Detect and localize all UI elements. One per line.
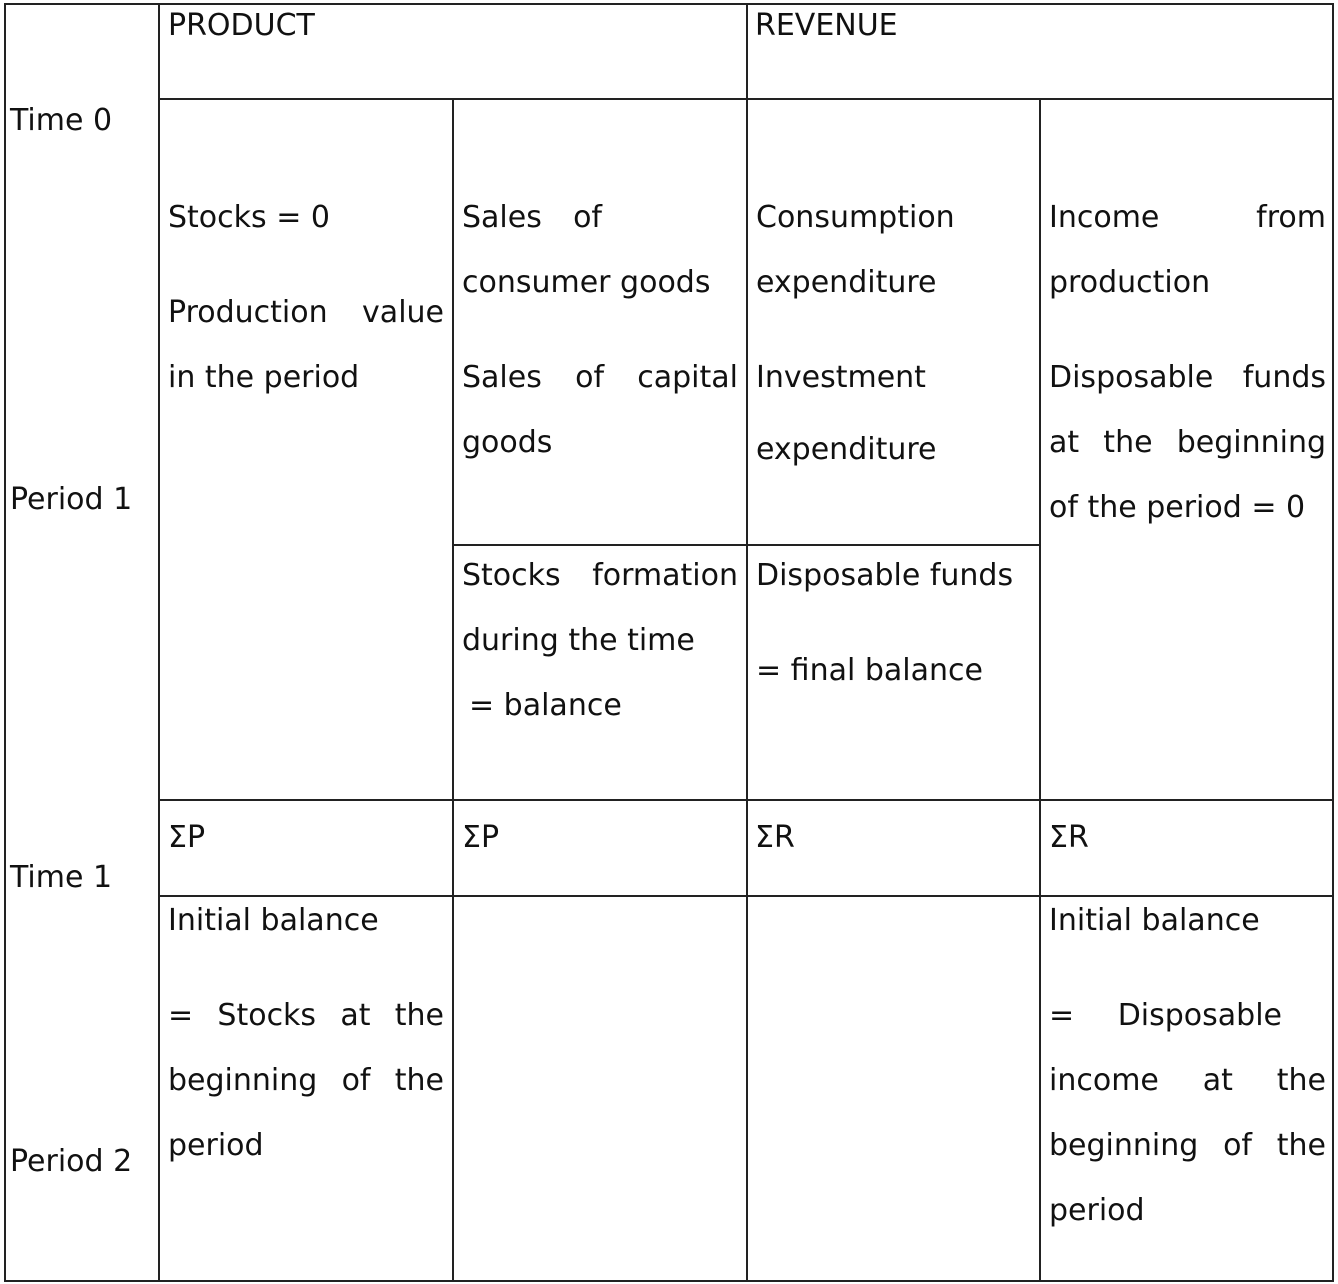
cell-line: Investment — [756, 360, 926, 395]
cell-line: Stocks formation — [462, 558, 738, 593]
cell-line: production — [1049, 265, 1211, 300]
cell-line: period — [1049, 1193, 1145, 1228]
cell-line: Initial balance — [1049, 903, 1260, 938]
cell-expenditure — [748, 185, 1040, 482]
cell-line: expenditure — [756, 432, 937, 467]
cell-line: beginning of the — [168, 1063, 444, 1098]
cell-line: = final balance — [756, 653, 983, 688]
cell-line: expenditure — [756, 265, 937, 300]
total-product-1: ΣP — [168, 820, 206, 855]
cell-line: Disposable funds — [1049, 360, 1326, 395]
cell-line: Production value — [168, 295, 444, 330]
total-product-2: ΣP — [462, 820, 500, 855]
cell-line: of the period = 0 — [1049, 490, 1306, 525]
cell-initial-balance-income — [1041, 888, 1334, 1243]
cell-line: Initial balance — [168, 903, 379, 938]
cell-production-value — [160, 185, 452, 410]
row-label-period2: Period 2 — [10, 1144, 133, 1179]
row-label-time1: Time 1 — [10, 860, 113, 895]
cell-line: Sales of — [462, 200, 602, 235]
cell-line: Sales of capital — [462, 360, 738, 395]
header-product: PRODUCT — [168, 8, 315, 43]
cell-initial-balance-stocks — [160, 888, 452, 1178]
cell-sales — [454, 185, 746, 475]
cell-line: = Disposable — [1049, 998, 1282, 1033]
cell-income-production — [1041, 185, 1334, 540]
cell-line: = Stocks at the — [168, 998, 444, 1033]
cell-line: Disposable funds — [756, 558, 1014, 593]
cell-line: in the period — [168, 360, 360, 395]
cell-line: period — [168, 1128, 264, 1163]
cell-line: = balance — [469, 688, 622, 723]
cell-line: Stocks = 0 — [168, 200, 330, 235]
cell-disposable-funds-final — [748, 543, 1040, 703]
cell-stocks-formation — [454, 543, 746, 738]
cell-line: consumer goods — [462, 265, 711, 300]
cell-line: at the beginning — [1049, 425, 1326, 460]
row-label-time0: Time 0 — [10, 103, 113, 138]
cell-line: Income from — [1049, 200, 1326, 235]
cell-line: beginning of the — [1049, 1128, 1326, 1163]
divider-totals-top — [158, 799, 1334, 801]
cell-line: income at the — [1049, 1063, 1326, 1098]
total-revenue-1: ΣR — [755, 820, 795, 855]
divider-header — [158, 98, 1334, 100]
row-label-period1: Period 1 — [10, 482, 133, 517]
header-revenue: REVENUE — [755, 8, 898, 43]
total-revenue-2: ΣR — [1049, 820, 1089, 855]
cell-line: Consumption — [756, 200, 955, 235]
cell-line: during the time — [462, 623, 695, 658]
cell-line: goods — [462, 425, 553, 460]
